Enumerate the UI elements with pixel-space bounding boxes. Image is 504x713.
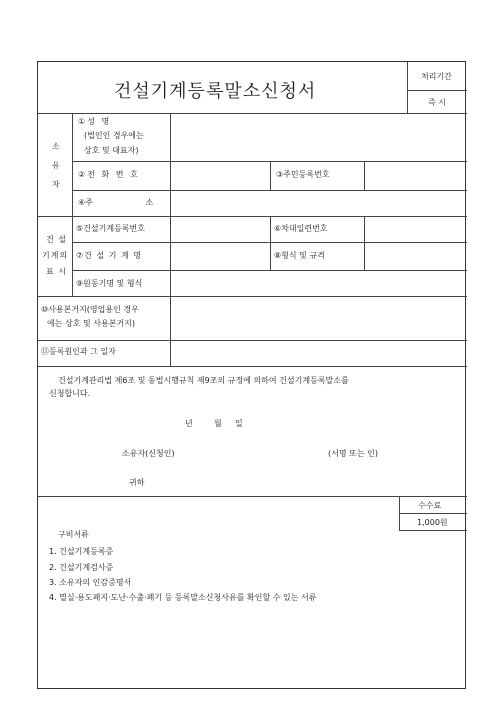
machine-chassis-label: ⑥차대일련번호: [274, 224, 328, 233]
machine-label-divider: [170, 216, 171, 296]
owner-section-char-2: 유: [52, 161, 60, 170]
machine-reg-no-label: ⑤건설기계등록번호: [76, 224, 145, 233]
date-day-label: 일: [235, 419, 243, 428]
fee-amount: 1,000원: [417, 518, 448, 527]
usage-location-label-2: 에는 상호 및 사용본거지): [47, 319, 136, 328]
machine-engine-label: ⑨원동기명 및 형식: [76, 279, 143, 288]
usage-section-top-line: [38, 296, 467, 297]
machine-row-line-2: [72, 270, 467, 271]
owner-phone-label: ②전 화 번 호: [78, 170, 140, 179]
owner-row-line-2: [72, 190, 467, 191]
processing-period-value: 즉 시: [428, 98, 446, 107]
machine-section-divider: [72, 216, 73, 296]
documents-heading: 구비서류: [58, 530, 89, 539]
cancel-reason-top-line: [38, 340, 467, 341]
owner-section-divider: [72, 113, 73, 216]
usage-location-divider: [170, 296, 171, 340]
statement-line-2: 신청합니다.: [49, 389, 91, 398]
machine-model-label: ⑧형식 및 규격: [274, 251, 325, 260]
document-item-4: 4. 멸실·용도폐지·도난·수출·폐기 등 등록말소신청사유를 확인할 수 있는 서류: [49, 593, 317, 602]
owner-section-char-3: 자: [52, 180, 60, 189]
owner-section-char-1: 소: [52, 142, 60, 151]
owner-address-label: ④주 소: [78, 198, 154, 207]
date-year-label: 년: [185, 419, 193, 428]
owner-name-label: ①성 명: [78, 117, 112, 126]
owner-name-note-1: (법인인 경우에는: [84, 131, 144, 140]
recipient-label: 귀하: [129, 478, 145, 487]
machine-chassis-divider: [270, 216, 271, 270]
machine-name-label: ⑦건 설 기 계 명: [76, 251, 142, 260]
header-bottom-line: [38, 113, 467, 114]
owner-rrn-divider: [270, 161, 271, 190]
date-month-label: 월: [214, 419, 222, 428]
fee-label: 수수료: [418, 501, 442, 510]
fee-section-top-line: [38, 496, 467, 497]
machine-section-line-2: 기계의: [42, 251, 69, 260]
signature-note: (서명 또는 인): [328, 449, 378, 458]
document-item-2: 2. 건설기계검사증: [49, 563, 114, 572]
header-divider: [407, 62, 408, 113]
form-title: 건설기계등록말소신청서: [114, 81, 317, 102]
cancel-reason-label: ⑪등록원인과 그 일자: [41, 347, 116, 356]
owner-label-divider: [170, 113, 171, 190]
owner-address-divider: [170, 190, 171, 216]
machine-section-line-3: 표 시: [46, 267, 67, 276]
document-item-3: 3. 소유자의 인감증명서: [49, 578, 132, 587]
document-item-1: 1. 건설기계등록증: [49, 547, 114, 556]
owner-rrn-value-divider: [364, 161, 365, 190]
applicant-label: 소유자(신청인): [122, 449, 175, 458]
machine-section-top-line: [38, 216, 467, 217]
statement-line-1: 건설기계관리법 제6조 및 동법시행규칙 제9조의 규정에 의하여 건설기계등록말소를: [58, 376, 349, 385]
statement-top-line: [38, 366, 467, 367]
fee-box-bottom-line: [399, 530, 467, 531]
machine-chassis-value-divider: [364, 216, 365, 270]
owner-rrn-label: ③주민등록번호: [276, 170, 330, 179]
machine-row-line-1: [72, 242, 467, 243]
cancel-reason-divider: [170, 340, 171, 366]
usage-location-label-1: ⑩사용본거지(영업용인 경우: [41, 305, 139, 314]
owner-name-note-2: 상호 및 대표자): [84, 146, 139, 155]
fee-box-split-line: [399, 513, 467, 514]
application-form: [37, 61, 466, 689]
header-split-line: [407, 90, 467, 91]
processing-period-label: 처리기간: [421, 72, 452, 81]
machine-section-line-1: 건 설: [46, 235, 67, 244]
